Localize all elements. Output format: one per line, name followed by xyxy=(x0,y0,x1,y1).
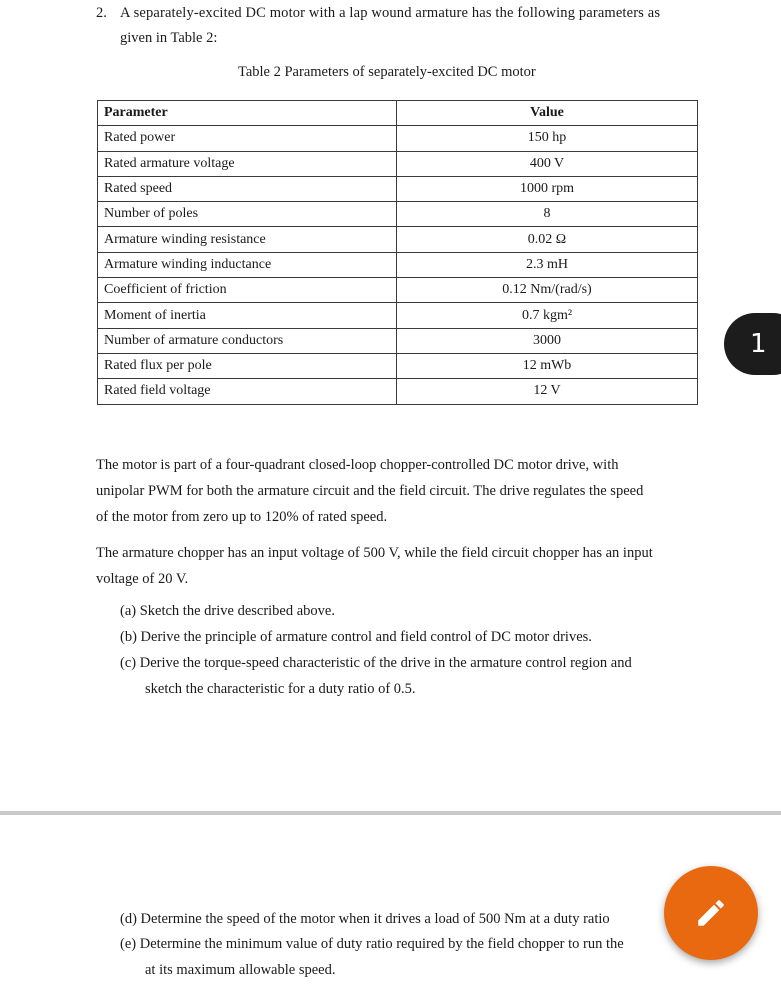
value-cell: 2.3 mH xyxy=(397,252,698,277)
part-c-line1: (c) Derive the torque-speed characteristic of the drive in the armature control region and xyxy=(120,655,632,671)
part-c-line2: sketch the characteristic for a duty ratio of 0.5. xyxy=(145,681,416,697)
question-text-line2: given in Table 2: xyxy=(120,30,218,46)
parameter-cell: Rated power xyxy=(98,126,397,151)
value-cell: 12 V xyxy=(397,379,698,404)
parameter-cell: Rated armature voltage xyxy=(98,151,397,176)
table-row xyxy=(98,379,698,404)
paragraph1-line1: The motor is part of a four-quadrant closed-loop chopper-controlled DC motor drive, with xyxy=(96,457,619,473)
column-header-parameter: Parameter xyxy=(98,101,397,126)
parameters-table xyxy=(97,100,698,405)
value-cell: 1000 rpm xyxy=(397,176,698,201)
table-row xyxy=(98,303,698,328)
table-row xyxy=(98,202,698,227)
paragraph2-line2: voltage of 20 V. xyxy=(96,571,189,587)
value-cell: 0.12 Nm/(rad/s) xyxy=(397,278,698,303)
table-row xyxy=(98,252,698,277)
parameter-cell: Coefficient of friction xyxy=(98,278,397,303)
table-row xyxy=(98,278,698,303)
value-cell: 150 hp xyxy=(397,126,698,151)
parameter-cell: Moment of inertia xyxy=(98,303,397,328)
paragraph1-line2: unipolar PWM for both the armature circuit and the field circuit. The drive regulates the speed xyxy=(96,483,644,499)
value-cell: 3000 xyxy=(397,328,698,353)
question-number: 2. xyxy=(96,5,107,21)
table-row xyxy=(98,176,698,201)
table-row xyxy=(98,353,698,378)
column-header-value: Value xyxy=(397,101,698,126)
parameter-cell: Rated field voltage xyxy=(98,379,397,404)
table-row xyxy=(98,126,698,151)
pencil-icon xyxy=(694,896,728,930)
table-caption: Table 2 Parameters of separately-excited DC motor xyxy=(238,64,536,80)
table-header-row xyxy=(98,101,698,126)
part-d: (d) Determine the speed of the motor when it drives a load of 500 Nm at a duty ratio xyxy=(120,911,610,927)
page-divider xyxy=(0,811,781,815)
question-text-line1: A separately-excited DC motor with a lap wound armature has the following parameters as xyxy=(120,5,661,21)
value-cell: 0.7 kgm² xyxy=(397,303,698,328)
edit-button[interactable] xyxy=(664,866,758,960)
part-a: (a) Sketch the drive described above. xyxy=(120,603,335,619)
value-cell: 12 mWb xyxy=(397,353,698,378)
table-row xyxy=(98,227,698,252)
page-number-badge: 1 xyxy=(724,313,781,375)
part-e-line2: at its maximum allowable speed. xyxy=(145,962,336,978)
parameter-cell: Rated flux per pole xyxy=(98,353,397,378)
value-cell: 400 V xyxy=(397,151,698,176)
table-row xyxy=(98,328,698,353)
parameter-cell: Rated speed xyxy=(98,176,397,201)
parameter-cell: Armature winding inductance xyxy=(98,252,397,277)
parameter-cell: Number of poles xyxy=(98,202,397,227)
table-row xyxy=(98,151,698,176)
value-cell: 8 xyxy=(397,202,698,227)
parameter-cell: Number of armature conductors xyxy=(98,328,397,353)
paragraph2-line1: The armature chopper has an input voltage of 500 V, while the field circuit chopper has an input xyxy=(96,545,653,561)
part-e-line1: (e) Determine the minimum value of duty ratio required by the field chopper to run the xyxy=(120,936,624,952)
parameter-cell: Armature winding resistance xyxy=(98,227,397,252)
part-b: (b) Derive the principle of armature control and field control of DC motor drives. xyxy=(120,629,592,645)
paragraph1-line3: of the motor from zero up to 120% of rated speed. xyxy=(96,509,388,525)
value-cell: 0.02 Ω xyxy=(397,227,698,252)
